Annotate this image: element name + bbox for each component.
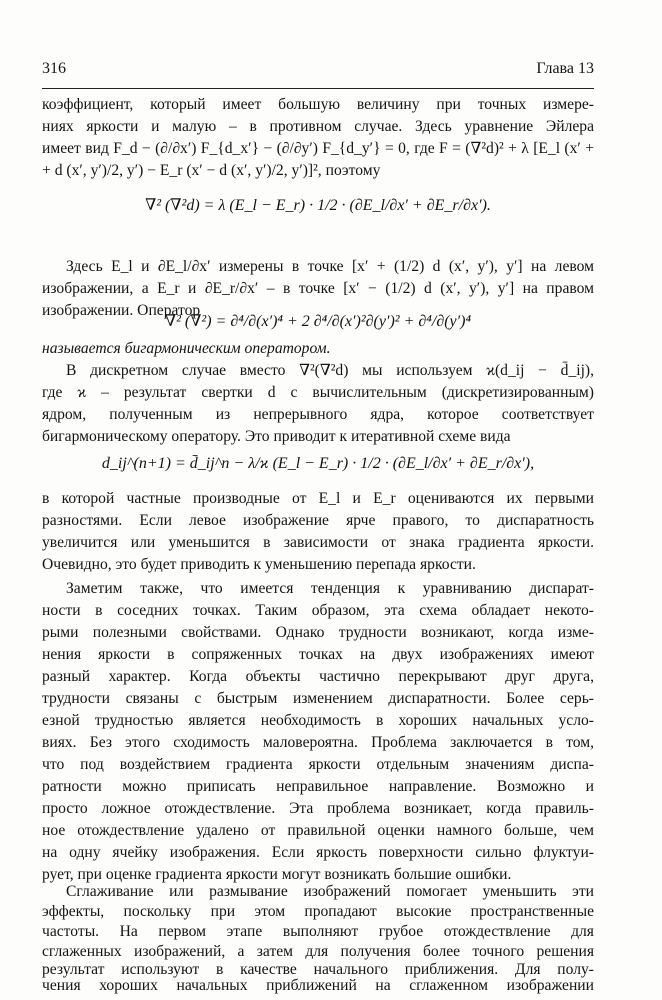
text-line: увеличится или уменьшится в зависимости от знака градиента яркости. <box>42 534 594 551</box>
text-line: называется бигармоническим оператором. <box>42 340 331 357</box>
page-number: 316 <box>42 60 66 77</box>
text-line: ниях яркости и малую – в противном случае. Здесь уравнение Эйлера <box>42 118 594 135</box>
equation-euler: ∇² (∇²d) = λ (E_l − E_r) · 1/2 · (∂E_l/∂x′ + ∂E_r/∂x′). <box>145 197 491 214</box>
text-line: результат используют в качестве начального приближения. Для полу- <box>42 961 594 978</box>
text-line: Сглаживание или размывание изображений помогает уменьшить эти <box>66 883 594 900</box>
text-line: имеет вид F_d − (∂/∂x′) F_{d_x′} − (∂/∂y′) F_{d_y′} = 0, где F = (∇²d)² + λ [E_l (x′ + <box>42 140 594 157</box>
text-line: нения яркости в сопряженных точках на двух изображениях имеют <box>42 646 594 663</box>
text-line: сглаженных изображений, а затем для получения более точного решения <box>42 943 594 960</box>
text-line: В дискретном случае вместо ∇²(∇²d) мы используем ϰ(d_ij − d̄_ij), <box>66 362 594 379</box>
text-line: виях. Без этого сходимость маловероятна. Проблема заключается в том, <box>42 734 594 751</box>
page-header <box>42 60 594 82</box>
text-line: бигармоническому оператору. Это приводит к итеративной схеме вида <box>42 428 511 445</box>
text-line: просто ложное отождествление. Эта проблема возникает, когда правиль- <box>42 800 594 817</box>
text-line: Здесь E_l и ∂E_l/∂x′ измерены в точке [x′ + (1/2) d (x′, y′), y′] на левом <box>66 258 594 275</box>
text-line: на одну ячейку изображения. Если яркость поверхности сильно флуктуи- <box>42 844 594 861</box>
text-line: частоты. На первом этапе выполняют грубое отождествление для <box>42 923 594 940</box>
equation-biharmonic: ∇² (∇²) = ∂⁴/∂(x′)⁴ + 2 ∂⁴/∂(x′)²∂(y′)² + ∂⁴/∂(y′)⁴ <box>164 313 472 330</box>
text-line: что под воздействием градиента яркости отдельным значениям диспа- <box>42 756 594 773</box>
text-line: езной трудностью является необходимость в хороших начальных усло- <box>42 712 594 729</box>
text-line: ядром, полученным из непрерывного ядра, которое соответствует <box>42 406 594 423</box>
text-line: коэффициент, который имеет большую величину при точных измере- <box>42 96 594 113</box>
text-line: рыми полезными свойствами. Однако трудности возникают, когда изме- <box>42 624 594 641</box>
text-line: разный характер. Когда объекты частично перекрывают друг друга, <box>42 668 594 685</box>
text-line: Очевидно, это будет приводить к уменьшению перепада яркости. <box>42 556 476 573</box>
text-line: чения хороших начальных приближений на сглаженном изображении <box>42 977 594 994</box>
text-line: ратности можно приписать неправильное направление. Возможно и <box>42 778 594 795</box>
text-line: + d (x′, y′)/2, y′) − E_r (x′ − d (x′, y′)/2, y′)]², поэтому <box>42 162 381 179</box>
chapter-title: Глава 13 <box>536 60 594 77</box>
text-line: где ϰ – результат свертки d с вычислительным (дискретизированным) <box>42 384 594 401</box>
text-line: разностями. Если левое изображение ярче правого, то диспаратность <box>42 512 594 529</box>
text-line: в которой частные производные от E_l и E_r оцениваются их первыми <box>42 490 594 507</box>
text-line: ное отождествление удалено от правильной оценки намного больше, чем <box>42 822 594 839</box>
text-line: изображении, а E_r и ∂E_r/∂x′ – в точке [x′ − (1/2) d (x′, y′), y′] на правом <box>42 280 594 297</box>
text-line: ности в соседних точках. Таким образом, эта схема обладает некото- <box>42 602 594 619</box>
text-line: эффекты, поскольку при этом пропадают высокие пространственные <box>42 903 594 920</box>
equation-iteration: d_ij^(n+1) = d̄_ij^n − λ/ϰ (E_l − E_r) · 1/2 · (∂E_l/∂x′ + ∂E_r/∂x′), <box>101 455 535 472</box>
text-line: трудности связаны с быстрым изменением диспаратности. Более серь- <box>42 690 594 707</box>
text-line: изображении. Оператор <box>42 302 201 319</box>
header-rule <box>42 88 594 89</box>
text-line: Заметим также, что имеется тенденция к уравниванию диспарат- <box>66 580 594 597</box>
text-line: рует, при оценке градиента яркости могут возникать большие ошибки. <box>42 866 512 883</box>
